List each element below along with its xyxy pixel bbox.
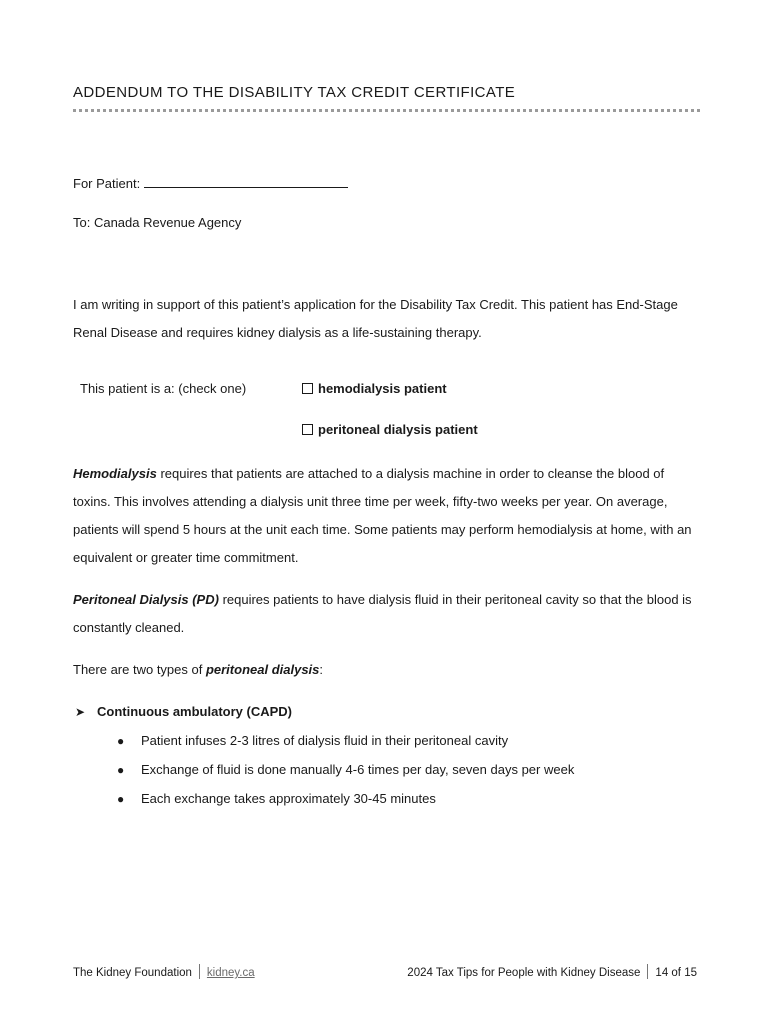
bullet-icon: ● xyxy=(117,763,125,777)
recipient-line: To: Canada Revenue Agency xyxy=(73,215,242,230)
page-title: ADDENDUM TO THE DISABILITY TAX CREDIT CERTIFICATE xyxy=(73,84,516,101)
footer-separator xyxy=(199,964,200,979)
for-patient-label: For Patient: xyxy=(73,176,141,191)
bullet-icon: ● xyxy=(117,734,125,748)
footer-left xyxy=(73,964,255,980)
list-item-text: Each exchange takes approximately 30-45 minutes xyxy=(141,791,436,806)
option-label: hemodialysis patient xyxy=(318,381,447,396)
list-item-text: Patient infuses 2-3 litres of dialysis fluid in their peritoneal cavity xyxy=(141,733,509,748)
peritoneal-term: Peritoneal Dialysis (PD) xyxy=(73,592,219,607)
option-peritoneal xyxy=(302,422,478,438)
footer-link[interactable]: kidney.ca xyxy=(206,967,255,979)
check-prompt: This patient is a: (check one) xyxy=(80,381,247,396)
title-dotted-divider xyxy=(73,109,700,112)
list-item xyxy=(117,762,574,778)
types-suffix: : xyxy=(319,662,324,677)
footer-publication: 2024 Tax Tips for People with Kidney Disease xyxy=(407,967,641,979)
patient-name-blank xyxy=(144,174,348,188)
types-term: peritoneal dialysis xyxy=(205,662,320,677)
types-prefix: There are two types of xyxy=(73,662,206,677)
option-label: peritoneal dialysis patient xyxy=(318,422,478,437)
types-line xyxy=(73,662,323,678)
hemodialysis-term: Hemodialysis xyxy=(73,466,157,481)
footer-page-number: 14 of 15 xyxy=(655,967,697,979)
capd-heading xyxy=(75,704,292,720)
footer-right xyxy=(407,964,697,980)
list-item xyxy=(117,733,508,749)
capd-heading-label: Continuous ambulatory (CAPD) xyxy=(97,704,292,719)
checkbox-icon xyxy=(302,383,313,394)
hemodialysis-paragraph xyxy=(73,460,693,572)
checkbox-icon xyxy=(302,424,313,435)
for-patient-line xyxy=(73,174,348,192)
list-item xyxy=(117,791,436,807)
bullet-icon: ● xyxy=(117,792,125,806)
support-paragraph: I am writing in support of this patient’s application for the Disability Tax Credit. This patient has End-Stage Renal Disease and requires kidney dialysis as a life-sustaining therapy. xyxy=(73,297,678,340)
arrow-bullet-icon: ➤ xyxy=(75,705,86,719)
peritoneal-paragraph xyxy=(73,586,693,642)
peritoneal-text: requires patients to have dialysis fluid in their peritoneal cavity so that the blood is constantly cleaned. xyxy=(73,592,692,635)
footer-separator xyxy=(647,964,648,979)
list-item-text: Exchange of fluid is done manually 4-6 times per day, seven days per week xyxy=(141,762,575,777)
option-hemodialysis xyxy=(302,381,447,397)
hemodialysis-text: requires that patients are attached to a dialysis machine in order to cleanse the blood of toxins. This involves attending a dialysis unit three time per week, fifty-two weeks per year. On average, patients will spend 5 hours at the unit each time. Some patients may perform hemodialysis at home, with an equivalent or greater time commitment. xyxy=(73,466,692,565)
footer-org: The Kidney Foundation xyxy=(73,967,192,979)
